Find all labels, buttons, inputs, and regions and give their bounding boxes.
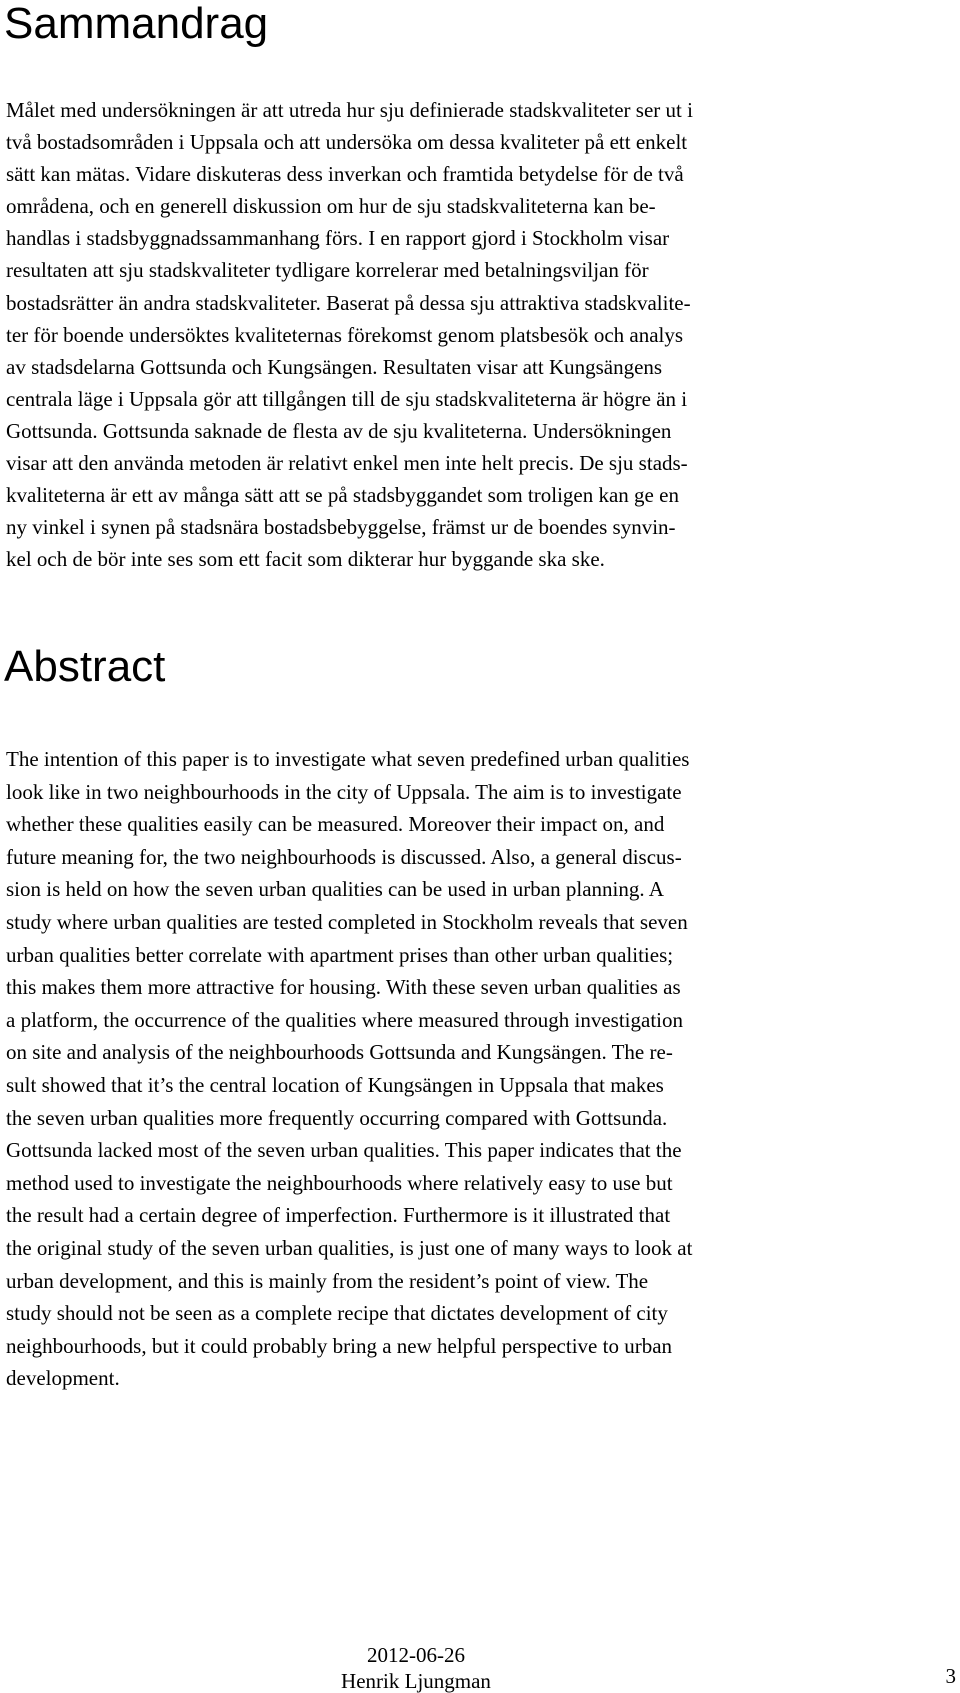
abstract-line: the seven urban qualities more frequently occurring compared with Gottsunda. <box>6 1105 668 1130</box>
abstract-line: this makes them more attractive for housing. With these seven urban qualities as <box>6 975 681 1000</box>
summary-line: resultaten att sju stadskvaliteter tydligare korrelerar med betalningsviljan för <box>6 258 649 283</box>
summary-line: kvaliteterna är ett av många sätt att se på stadsbyggandet som troligen kan ge en <box>6 483 679 508</box>
summary-line: ter för boende undersöktes kvaliteternas förekomst genom platsbesök och analys <box>6 322 684 347</box>
abstract-line: Gottsunda lacked most of the seven urban qualities. This paper indicates that the <box>6 1138 682 1163</box>
page-number: 3 <box>945 1664 956 1688</box>
summary-line: visar att den använda metoden är relativt enkel men inte helt precis. De sju stads- <box>6 451 688 476</box>
summary-line: Gottsunda. Gottsunda saknade de flesta av de sju kvaliteterna. Undersökningen <box>6 418 672 443</box>
abstract-line: study should not be seen as a complete recipe that dictates development of city <box>6 1301 668 1326</box>
abstract-line: whether these qualities easily can be measured. Moreover their impact on, and <box>6 812 665 837</box>
summary-line: två bostadsområden i Uppsala och att undersöka om dessa kvaliteter på ett enkelt <box>6 130 688 155</box>
abstract-line: development. <box>6 1366 120 1391</box>
abstract-line: study where urban qualities are tested completed in Stockholm reveals that seven <box>6 909 688 934</box>
summary-paragraph <box>6 94 824 575</box>
summary-heading: Sammandrag <box>4 0 269 48</box>
summary-line: Målet med undersökningen är att utreda hur sju definierade stadskvaliteter ser ut i <box>6 98 693 122</box>
summary-line: handlas i stadsbyggnadssammanhang förs. I en rapport gjord i Stockholm visar <box>6 226 670 251</box>
summary-line: områdena, och en generell diskussion om hur de sju stadskvaliteterna kan be- <box>6 194 656 219</box>
abstract-line: urban development, and this is mainly from the resident’s point of view. The <box>6 1268 649 1293</box>
footer-date: 2012-06-26 <box>367 1643 465 1667</box>
abstract-line: future meaning for, the two neighbourhoods is discussed. Also, a general discus- <box>6 844 682 869</box>
abstract-line: look like in two neighbourhoods in the city of Uppsala. The aim is to investigate <box>6 779 682 804</box>
summary-line: sätt kan mätas. Vidare diskuteras dess inverkan och framtida betydelse för de två <box>6 162 684 187</box>
abstract-line: neighbourhoods, but it could probably bring a new helpful perspective to urban <box>6 1333 673 1358</box>
abstract-line: method used to investigate the neighbourhoods where relatively easy to use but <box>6 1170 673 1195</box>
abstract-line: sult showed that it’s the central location of Kungsängen in Uppsala that makes <box>6 1072 664 1097</box>
summary-line: centrala läge i Uppsala gör att tillgången till de sju stadskvaliteterna är högre än i <box>6 386 688 411</box>
summary-line: ny vinkel i synen på stadsnära bostadsbebyggelse, främst ur de boendes synvin- <box>6 515 676 540</box>
abstract-heading: Abstract <box>4 642 166 691</box>
abstract-line: sion is held on how the seven urban qualities can be used in urban planning. A <box>6 877 664 902</box>
abstract-line: the result had a certain degree of imperfection. Furthermore is it illustrated that <box>6 1203 671 1228</box>
summary-line: kel och de bör inte ses som ett facit som dikterar hur byggande ska ske. <box>6 547 605 572</box>
footer-author: Henrik Ljungman <box>341 1669 491 1693</box>
summary-line: av stadsdelarna Gottsunda och Kungsängen. Resultaten visar att Kungsängens <box>6 354 663 379</box>
abstract-line: the original study of the seven urban qualities, is just one of many ways to look at <box>6 1235 693 1260</box>
abstract-line: a platform, the occurrence of the qualities where measured through investigation <box>6 1007 684 1032</box>
abstract-line: on site and analysis of the neighbourhoods Gottsunda and Kungsängen. The re- <box>6 1040 673 1065</box>
abstract-line: The intention of this paper is to investigate what seven predefined urban qualities <box>6 747 690 771</box>
summary-line: bostadsrätter än andra stadskvaliteter. Baserat på dessa sju attraktiva stadskvalite- <box>6 290 691 315</box>
abstract-paragraph <box>6 743 824 1395</box>
abstract-line: urban qualities better correlate with apartment prises than other urban qualities; <box>6 942 674 967</box>
